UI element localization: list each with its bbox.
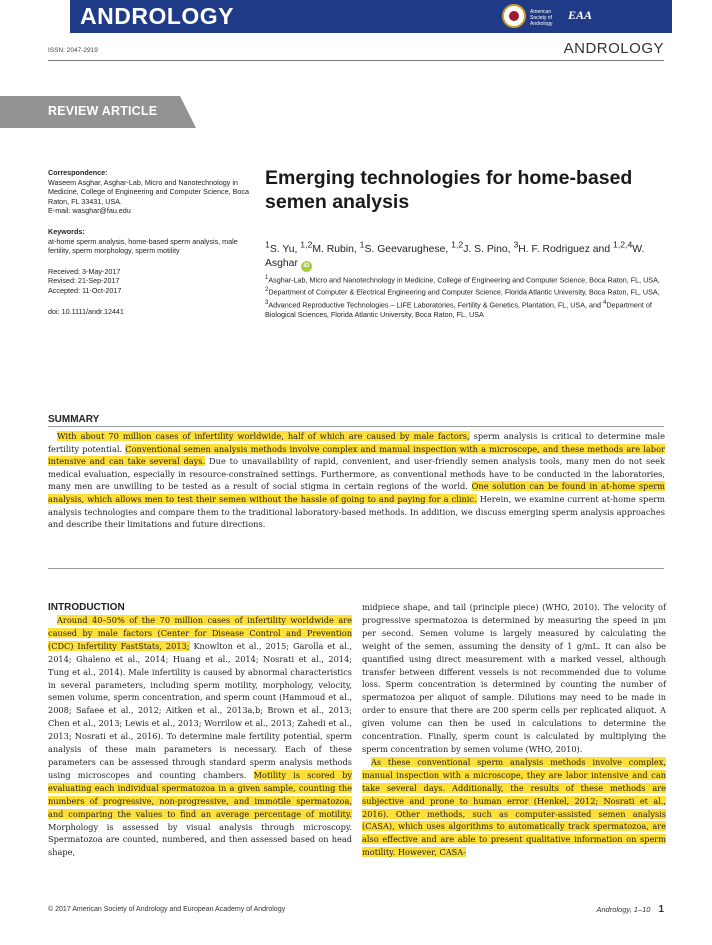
affiliation-mark: 1	[265, 275, 269, 281]
summary-segment-5: Herein, we examine current at-home sperm analysis technologies and compare them to the traditional laboratory-based methods. In addition, we discuss emerging sperm analysis approaches and describe their limitations and future directions.	[48, 493, 665, 530]
journal-name: ANDROLOGY	[563, 40, 664, 57]
banner-title: ANDROLOGY	[80, 3, 234, 29]
summary-segment-0: With about 70 million cases of infertility worldwide, half of which are caused by male factors,	[57, 431, 470, 441]
copyright-notice: © 2017 American Society of Andrology and European Academy of Andrology	[48, 906, 286, 913]
author-affil-mark: 1	[265, 240, 270, 250]
affiliation-mark: 4	[603, 299, 607, 306]
accepted-date: Accepted: 11-Oct-2017	[48, 285, 122, 295]
summary-text	[48, 430, 665, 531]
intro-right-column	[362, 601, 666, 859]
author-affil-mark: 1,2	[451, 240, 464, 250]
intro-segment-0: Around 40–50% of the 70 million cases of infertility worldwide are caused by male factors (Center for Disease Control and Prevention (CDC) Infertility FastStats, 2013;	[48, 615, 352, 651]
article-type-label: REVIEW ARTICLE	[48, 104, 158, 118]
page-footer-ref	[596, 904, 664, 915]
summary-segment-1: sperm analysis is critical to determine male fertility potential.	[48, 431, 665, 454]
article-title: Emerging technologies for home-based semen analysis	[265, 167, 633, 213]
correspondence-email[interactable]: E-mail: wasghar@fau.edu	[48, 206, 131, 216]
summary-segment-2: Conventional semen analysis methods involve complex and manual inspection with a microscope, and these methods are labor intensive and can take several days.	[48, 443, 665, 467]
author-name: S. Yu,	[269, 244, 301, 256]
affiliation-text: Advanced Reproductive Technologies – LIFE Laboratories, Fertility & Genetics, Plantation, FL, USA, and	[268, 300, 604, 310]
page-number: 1	[658, 904, 664, 915]
affiliation-text: Department of Biological Sciences, Florida Atlantic University, Boca Raton, FL, USA	[265, 300, 652, 320]
keywords-text: at-home sperm analysis, home-based sperm analysis, male fertility, sperm morphology, sperm motility	[48, 236, 238, 256]
introduction-heading: INTRODUCTION	[48, 602, 125, 613]
intro-segment-2: Motility is scored by evaluating each individual spermatozoa in a given sample, counting the numbers of progressive, non-progressive, and immotile spermatozoa, and comparing the values to find an average percentage of motility.	[48, 769, 353, 819]
intro-segment-1: Knowlton et al., 2015; Garolla et al., 2014; Ghaleno et al., 2014; Huang et al., 2014; Nosrati et al., 2014; Tung et al., 2014). Male infertility is caused by abnormal characteristics in several parameters, including sperm motility, morphology, velocity, semen volume, sperm concentration, and sperm count (Hammoud et al., 2008; Safaee et al., 2012; Aitken et al., 2013a,b; Brown et al., 2013; Chen et al., 2013; Lewis et al., 2013; Worrilow et al., 2013; Zahedi et al., 2013; Nosrati et al., 2016). To determine male fertility potential, sperm analysis of these main parameters is necessary. Each of these parameters can be assessed through standard sperm analysis methods using microscopes and counting chambers.	[48, 640, 352, 780]
doi-link[interactable]: doi: 10.1111/andr.12441	[48, 306, 124, 316]
intro-paragraph-1	[48, 614, 352, 859]
author-affil-mark: 1	[359, 240, 365, 250]
author-name: J. S. Pino,	[463, 244, 514, 256]
summary-segment-4: One solution can be found in at-home sperm analysis, which allows men to test their semen without the hassle of going to and paying for a clinic.	[48, 481, 665, 504]
summary-bottom-rule	[48, 568, 664, 569]
author-affil-mark: 3	[513, 240, 519, 250]
correspondence-text: Waseem Asghar, Asghar-Lab, Micro and Nanotechnology in Medicine, College of Engineering and Computer Science, Boca Raton, FL 33431, USA.	[48, 177, 249, 206]
article-sidebar	[48, 168, 253, 316]
intro-paragraph-2: midpiece shape, and tail (principle piece) (WHO, 2010). The velocity of progressive spermatozoa is determined by measuring the speed in μm per second. Semen volume is largely measured by calculating the weight of the semen, assuming the density of 1 g/mL. It can also be quantified using direct measurement with a marked vessel, although transfer between different vessels is not recommended due to volume loss. Sperm concentration is determined by counting the number of spermatozoa per aliquot of sample. Dilutions may need to be made in order to ensure that there are 200 sperm cells per replicated aliquot. A given volume can then be used in calculations to determine the concentration. Finally, sperm count is calculated by multiplying the sperm concentration by semen volume (WHO, 2010).	[362, 602, 666, 754]
asa-logo-icon	[502, 4, 526, 28]
author-affil-mark: 1,2	[300, 240, 313, 250]
intro-left-column	[48, 601, 352, 859]
summary-heading: SUMMARY	[48, 414, 100, 425]
author-name: M. Rubin,	[312, 244, 360, 256]
summary-top-rule	[48, 426, 664, 427]
affiliation-text: Department of Computer & Electrical Engineering and Computer Science, Florida Atlantic University, Boca Raton, FL, USA,	[268, 287, 660, 297]
orcid-icon[interactable]: iD	[301, 261, 312, 272]
issn: ISSN: 2047-2919	[48, 47, 98, 54]
journal-reference: Andrology, 1–10	[596, 905, 651, 914]
keywords-label: Keywords:	[48, 226, 85, 236]
affiliation-text: Asghar-Lab, Micro and Nanotechnology in Medicine, College of Engineering and Computer Science, Boca Raton, FL, USA,	[268, 275, 660, 285]
summary-segment-3: Due to unavailability of rapid, convenient, and user-friendly semen analysis tools, many men do not seek medical evaluation, especially in resource-constrained settings. Furthermore, as conventional methods have to be conducted in the laboratories, many men are unwilling to be tested as a result of social stigma in certain regions of the world.	[48, 456, 665, 492]
asa-logo-text: American Society of Andrology	[530, 9, 553, 27]
header-divider	[48, 60, 664, 61]
affiliation-mark: 2	[265, 287, 269, 294]
author-affil-mark: 1,2,4	[613, 240, 633, 250]
intro-segment-3: Morphology is assessed by visual analysis through microscopy. Spermatozoa are counted, numbered, and then assessed based on head shape,	[48, 821, 352, 858]
affiliations	[265, 273, 665, 320]
author-name: W. Asghar	[265, 244, 645, 270]
correspondence-label: Correspondence:	[48, 168, 108, 177]
received-date: Received: 3-May-2017	[48, 266, 121, 276]
author-name: H. F. Rodriguez and	[518, 244, 613, 256]
eaa-logo-icon: EAA	[568, 8, 593, 22]
affiliation-mark: 3	[265, 299, 269, 306]
highlighted-text: As these conventional sperm analysis methods involve complex, manual inspection with a microscope, they are labor intensive and can take several days. Additionally, the results of these methods are subjective and prone to human error (Henkel, 2012; Nosrati et al., 2016). Other methods, such as computer-assisted semen analysis (CASA), which uses algorithms to automatically track spermatozoa, are also effective and are able to present qualitative information on sperm motility. However, CASA-	[362, 756, 666, 858]
author-name: S. Geevarughese,	[364, 244, 452, 256]
author-list	[265, 238, 665, 272]
intro-paragraph-3	[362, 756, 666, 859]
revised-date: Revised: 21-Sep-2017	[48, 276, 120, 286]
